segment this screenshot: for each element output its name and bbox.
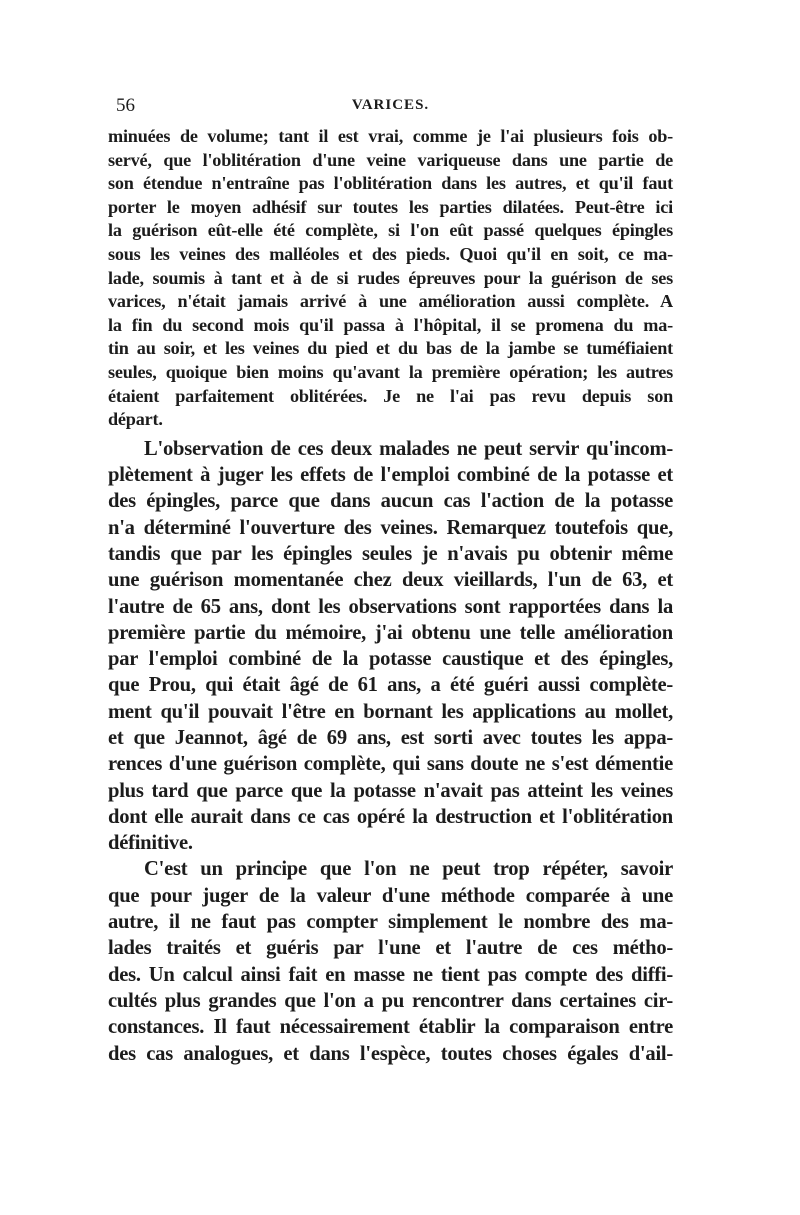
page-header <box>108 95 673 121</box>
text-line: tin au soir, et les veines du pied et du bas de la jambe se tuméfiaient <box>108 338 673 359</box>
text-line: servé, que l'oblitération d'une veine variqueuse dans une partie de <box>108 149 673 170</box>
text-line: varices, n'était jamais arrivé à une amélioration aussi complète. A <box>108 291 673 312</box>
text-line: minuées de volume; tant il est vrai, comme je l'ai plusieurs fois ob- <box>108 126 673 146</box>
text-line: la guérison eût-elle été complète, si l'on eût passé quelques épingles <box>108 220 673 241</box>
text-line: étaient parfaitement oblitérées. Je ne l'ai pas revu depuis son <box>108 385 673 406</box>
text-line: sous les veines des malléoles et des pieds. Quoi qu'il en soit, ce ma- <box>108 243 673 264</box>
text-line: constances. Il faut nécessairement établir la comparaison entre <box>108 1016 673 1039</box>
text-line: C'est un principe que l'on ne peut trop répéter, savoir <box>144 858 673 881</box>
text-line: plètement à juger les effets de l'emploi combiné de la potasse et <box>108 464 673 487</box>
text-line: des cas analogues, et dans l'espèce, toutes choses égales d'ail- <box>108 1042 673 1065</box>
text-line: définitive. <box>108 832 193 855</box>
text-line: première partie du mémoire, j'ai obtenu une telle amélioration <box>108 621 673 644</box>
text-line: des épingles, parce que dans aucun cas l'action de la potasse <box>108 490 673 513</box>
text-line: lade, soumis à tant et à de si rudes épreuves pour la guérison de ses <box>108 267 673 288</box>
text-line: par l'emploi combiné de la potasse caustique et des épingles, <box>108 648 673 671</box>
paragraph-1 <box>108 125 673 432</box>
text-line: la fin du second mois qu'il passa à l'hôpital, il se promena du ma- <box>108 314 673 335</box>
text-line: et que Jeannot, âgé de 69 ans, est sorti avec toutes les appa- <box>108 726 673 749</box>
running-title: VARICES. <box>351 97 430 113</box>
text-line: départ. <box>108 409 163 430</box>
text-line: son étendue n'entraîne pas l'oblitération dans les autres, et qu'il faut <box>108 173 673 194</box>
book-page <box>108 95 673 1067</box>
text-line: dont elle aurait dans ce cas opéré la destruction et l'oblitération <box>108 805 673 828</box>
page-number: 56 <box>116 95 135 116</box>
text-line: L'observation de ces deux malades ne peut servir qu'incom- <box>144 437 673 460</box>
paragraph-2 <box>108 436 673 857</box>
paragraph-3 <box>108 856 673 1066</box>
text-line: des. Un calcul ainsi fait en masse ne tient pas compte des diffi- <box>108 963 673 986</box>
text-line: seules, quoique bien moins qu'avant la première opération; les autres <box>108 361 673 382</box>
text-line: cultés plus grandes que l'on a pu rencontrer dans certaines cir- <box>108 989 673 1012</box>
text-line: porter le moyen adhésif sur toutes les parties dilatées. Peut-être ici <box>108 196 673 217</box>
text-line: tandis que par les épingles seules je n'avais pu obtenir même <box>108 542 673 565</box>
text-line: plus tard que parce que la potasse n'avait pas atteint les veines <box>108 779 673 802</box>
text-line: rences d'une guérison complète, qui sans doute ne s'est démentie <box>108 753 673 776</box>
text-line: que Prou, qui était âgé de 61 ans, a été guéri aussi complète- <box>108 674 673 697</box>
text-line: ment qu'il pouvait l'être en bornant les applications au mollet, <box>108 700 673 723</box>
text-line: lades traités et guéris par l'une et l'autre de ces métho- <box>108 937 673 960</box>
text-line: que pour juger de la valeur d'une méthode comparée à une <box>108 884 673 907</box>
text-line: n'a déterminé l'ouverture des veines. Remarquez toutefois que, <box>108 516 673 539</box>
text-line: autre, il ne faut pas compter simplement le nombre des ma- <box>108 911 673 934</box>
text-line: une guérison momentanée chez deux vieillards, l'un de 63, et <box>108 569 673 592</box>
text-line: l'autre de 65 ans, dont les observations sont rapportées dans la <box>108 595 673 618</box>
